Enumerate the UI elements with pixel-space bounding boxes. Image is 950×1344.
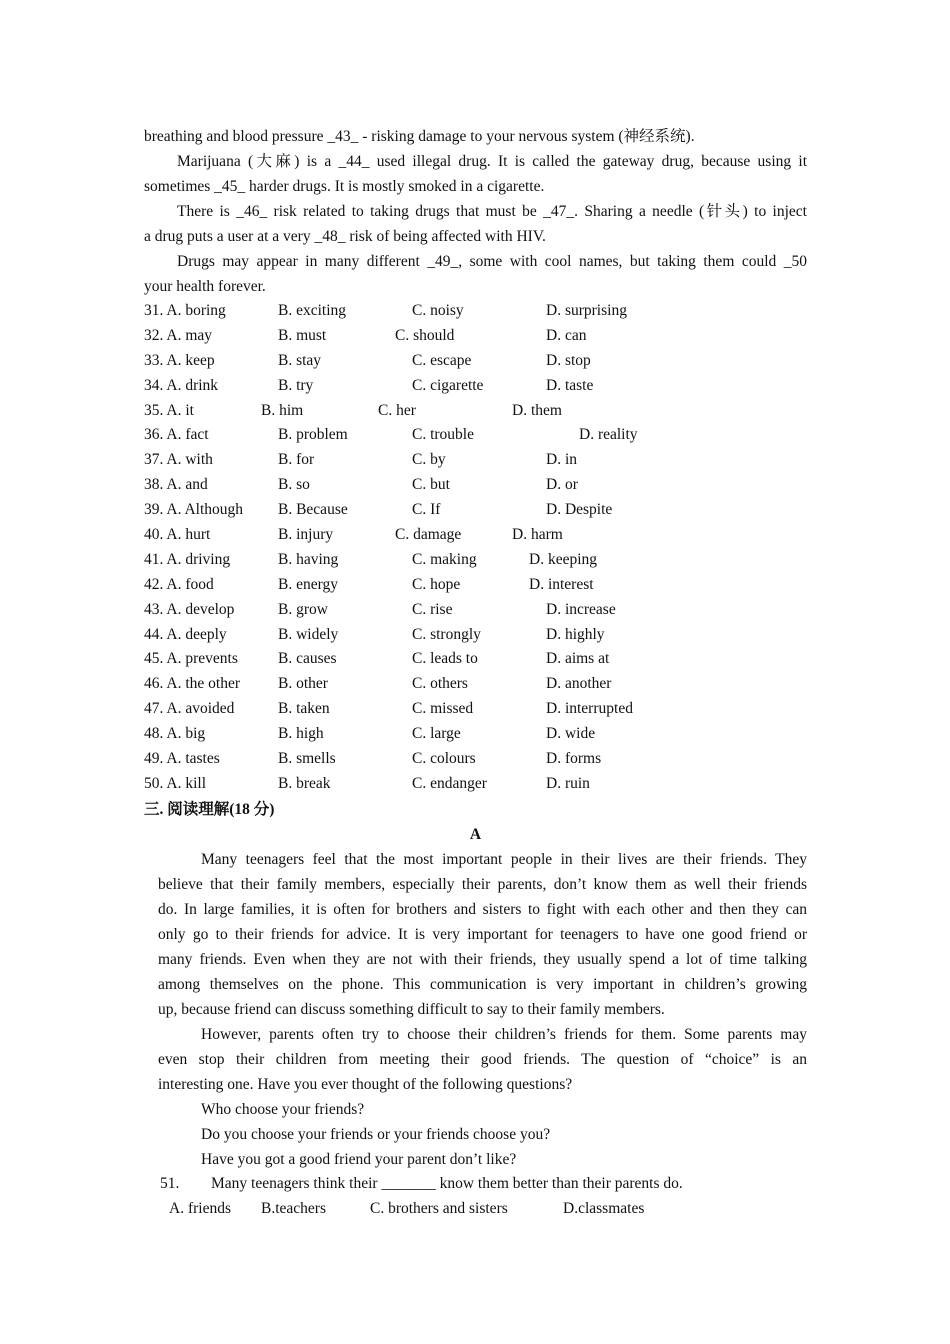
option-d: D. keeping — [529, 550, 598, 568]
section-heading — [144, 797, 807, 822]
option-a: 42. A. food — [144, 575, 214, 593]
option-c: C. missed — [412, 700, 474, 718]
option-c: C. making — [412, 550, 477, 568]
passage-line — [158, 897, 807, 922]
option-b: B. Because — [278, 501, 348, 519]
option-b: B. widely — [278, 625, 339, 643]
option-c: C. but — [412, 476, 450, 494]
passage-text: Have you got a good friend your parent don’t like? — [201, 1150, 517, 1168]
question-stem: Many teenagers think their _______ know them better than their parents do. — [211, 1174, 683, 1192]
option-c: C. brothers and sisters — [370, 1199, 508, 1217]
question-row — [144, 299, 807, 324]
option-a: A. friends — [169, 1199, 231, 1217]
passage-label — [144, 822, 807, 847]
option-a: 43. A. develop — [144, 600, 235, 618]
option-c: C. noisy — [412, 302, 464, 319]
passage-line — [158, 1072, 807, 1097]
option-a: 38. A. and — [144, 476, 208, 494]
option-c: C. cigarette — [412, 376, 484, 394]
cloze-text: sometimes _45_ harder drugs. It is mostly smoked in a cigarette. — [144, 178, 545, 195]
passage-text: among themselves on the phone. This communication is very important in children’s growing — [158, 975, 807, 993]
passage-line — [158, 1147, 807, 1172]
option-b: B. high — [278, 725, 324, 743]
option-c: C. her — [378, 401, 416, 419]
cloze-line-5 — [144, 224, 807, 249]
question-51-options — [144, 1197, 807, 1222]
option-a: 39. A. Although — [144, 501, 244, 519]
option-c: C. others — [412, 675, 468, 693]
option-b: B. try — [278, 376, 314, 394]
option-a: 49. A. tastes — [144, 750, 220, 768]
option-c: C. hope — [412, 575, 461, 593]
option-c: C. leads to — [412, 650, 478, 668]
passage-label-text: A — [469, 825, 482, 843]
passage-line — [158, 847, 807, 872]
option-c: C. by — [412, 451, 446, 469]
option-c: C. escape — [412, 351, 472, 369]
option-a: 41. A. driving — [144, 550, 231, 568]
option-b: B. for — [278, 451, 315, 469]
option-b: B.teachers — [261, 1199, 326, 1217]
passage-text: Many teenagers feel that the most important people in their lives are their friends. They — [201, 850, 807, 868]
question-row — [144, 349, 807, 374]
options-list — [144, 299, 807, 797]
passage-line — [158, 947, 807, 972]
passage-text: Who choose your friends? — [201, 1100, 365, 1118]
question-row — [144, 448, 807, 473]
option-d: D. another — [546, 675, 612, 693]
cloze-text: your health forever. — [144, 278, 266, 295]
option-a: 34. A. drink — [144, 376, 219, 394]
question-row — [144, 374, 807, 399]
option-b: B. break — [278, 774, 331, 792]
option-a: 46. A. the other — [144, 675, 240, 693]
option-c: C. strongly — [412, 625, 481, 643]
question-row — [144, 324, 807, 349]
option-b: B. smells — [278, 750, 336, 768]
option-b: B. other — [278, 675, 328, 693]
option-c: C. endanger — [412, 774, 487, 792]
passage-text: many friends. Even when they are not with their friends, they usually spend a lot of time talking — [158, 950, 807, 968]
passage-text: Do you choose your friends or your friends choose you? — [201, 1125, 551, 1143]
passage-line — [158, 1097, 807, 1122]
option-c: C. large — [412, 725, 461, 743]
question-51-stem — [144, 1172, 807, 1197]
cloze-line-4 — [144, 199, 807, 224]
option-a: 45. A. prevents — [144, 650, 238, 668]
question-row — [144, 423, 807, 448]
option-d: D. in — [546, 451, 577, 469]
question-row — [144, 523, 807, 548]
cloze-text: There is _46_ risk related to taking drugs that must be _47_. Sharing a needle (针头) to inject — [177, 203, 807, 220]
option-c: C. rise — [412, 600, 453, 618]
option-b: B. stay — [278, 351, 322, 369]
option-c: C. colours — [412, 750, 476, 768]
option-d: D. increase — [546, 600, 616, 618]
cloze-text: Drugs may appear in many different _49_, some with cool names, but taking them could _50 — [177, 253, 807, 270]
option-a: 37. A. with — [144, 451, 213, 469]
option-d: D. Despite — [546, 501, 613, 519]
passage-line — [158, 1122, 807, 1147]
option-d: D. harm — [512, 526, 563, 544]
option-a: 33. A. keep — [144, 351, 215, 369]
cloze-text: breathing and blood pressure _43_ - risking damage to your nervous system (神经系统). — [144, 128, 695, 145]
option-b: B. grow — [278, 600, 328, 618]
option-b: B. energy — [278, 575, 338, 593]
option-a: 47. A. avoided — [144, 700, 235, 718]
option-d: D. aims at — [546, 650, 610, 668]
passage-text: even stop their children from meeting their good friends. The question of “choice” is an — [158, 1050, 807, 1068]
passage-text: up, because friend can discuss something difficult to say to their family members. — [158, 1000, 665, 1018]
option-c: C. If — [412, 501, 441, 519]
cloze-line-7 — [144, 274, 807, 299]
option-b: B. having — [278, 550, 339, 568]
option-a: 31. A. boring — [144, 302, 226, 319]
option-a: 44. A. deeply — [144, 625, 227, 643]
option-d: D. ruin — [546, 774, 590, 792]
question-row — [144, 697, 807, 722]
cloze-line-1 — [144, 124, 807, 149]
option-a: 40. A. hurt — [144, 526, 211, 544]
option-d: D. or — [546, 476, 578, 494]
option-b: B. him — [261, 401, 304, 419]
passage-text: do. In large families, it is often for brothers and sisters to fight with each other and then they can — [158, 900, 807, 918]
option-a: 50. A. kill — [144, 774, 207, 792]
option-b: B. problem — [278, 426, 348, 444]
option-d: D. taste — [546, 376, 594, 394]
question-row — [144, 623, 807, 648]
option-b: B. taken — [278, 700, 330, 718]
passage-line — [158, 1047, 807, 1072]
option-b: B. causes — [278, 650, 337, 668]
question-row — [144, 747, 807, 772]
option-a: 36. A. fact — [144, 426, 209, 444]
question-row — [144, 573, 807, 598]
reading-passage — [144, 847, 807, 1172]
option-d: D. them — [512, 401, 562, 419]
cloze-line-3 — [144, 174, 807, 199]
cloze-text: Marijuana (大麻) is a _44_ used illegal drug. It is called the gateway drug, because using it — [177, 153, 807, 170]
option-c: C. trouble — [412, 426, 474, 444]
passage-line — [158, 922, 807, 947]
question-row — [144, 399, 807, 424]
question-row — [144, 647, 807, 672]
question-row — [144, 722, 807, 747]
option-a: 35. A. it — [144, 401, 194, 419]
option-b: B. injury — [278, 526, 334, 544]
option-d: D. interest — [529, 575, 594, 593]
passage-line — [158, 1022, 807, 1047]
option-c: C. should — [395, 326, 455, 344]
option-b: B. must — [278, 326, 327, 344]
question-row — [144, 548, 807, 573]
cloze-line-6 — [144, 249, 807, 274]
passage-text: only go to their friends for advice. It is very important for teenagers to have one good friend or — [158, 925, 807, 943]
section-heading-text: 三. 阅读理解(18 分) — [144, 800, 275, 818]
cloze-text: a drug puts a user at a very _48_ risk of being affected with HIV. — [144, 228, 546, 245]
passage-text: However, parents often try to choose their children’s friends for them. Some parents may — [201, 1025, 807, 1043]
cloze-line-2 — [144, 149, 807, 174]
passage-line — [158, 872, 807, 897]
question-row — [144, 672, 807, 697]
option-d: D. highly — [546, 625, 605, 643]
option-d: D. surprising — [546, 302, 627, 319]
passage-text: interesting one. Have you ever thought of the following questions? — [158, 1075, 573, 1093]
option-c: C. damage — [395, 526, 462, 544]
question-row — [144, 772, 807, 797]
option-d: D. wide — [546, 725, 596, 743]
passage-line — [158, 972, 807, 997]
question-number: 51. — [160, 1174, 180, 1192]
option-b: B. so — [278, 476, 310, 494]
option-d: D. stop — [546, 351, 591, 369]
passage-text: believe that their family members, especially their parents, don’t know them as well their friends — [158, 875, 807, 893]
option-a: 48. A. big — [144, 725, 206, 743]
question-row — [144, 598, 807, 623]
option-d: D. forms — [546, 750, 602, 768]
option-d: D. can — [546, 326, 587, 344]
passage-line — [158, 997, 807, 1022]
option-d: D.classmates — [563, 1199, 645, 1217]
option-a: 32. A. may — [144, 326, 213, 344]
option-d: D. reality — [579, 426, 638, 444]
question-row — [144, 498, 807, 523]
question-row — [144, 473, 807, 498]
exam-page — [144, 124, 807, 1222]
option-b: B. exciting — [278, 302, 347, 319]
option-d: D. interrupted — [546, 700, 633, 718]
